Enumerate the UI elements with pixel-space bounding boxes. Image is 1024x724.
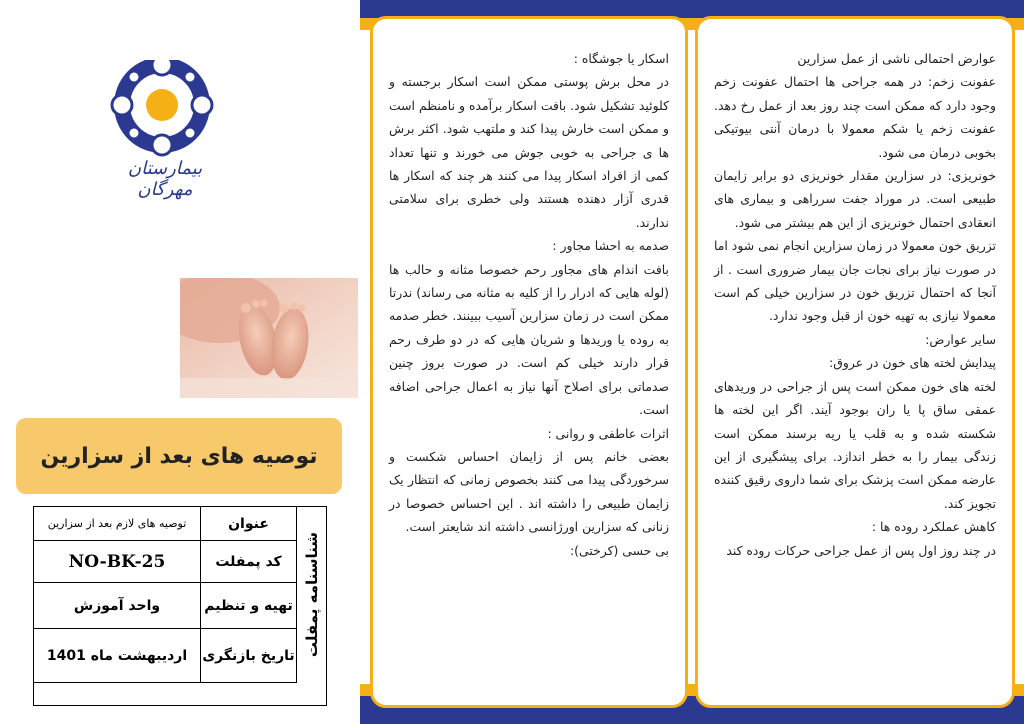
paragraph: خونریزی: در سزارین مقدار خونریزی دو برابر زایمان طبیعی است. در موراد جفت سرراهی و بیماری های انعقادی احتمال خونریزی از این هم بیشتر می شود.	[714, 168, 996, 230]
id-row-label: عنوان	[200, 507, 296, 540]
section-heading: عوارض احتمالی ناشی از عمل سزارین	[797, 51, 996, 66]
section-heading: اسکار یا جوشگاه :	[573, 51, 669, 66]
section-heading: اثرات عاطفی و روانی :	[547, 425, 669, 441]
section-heading: کاهش عملکرد روده ها :	[871, 519, 996, 535]
id-row-label: تاریخ بازنگری	[200, 629, 296, 682]
id-row-value: واحد آموزش	[73, 597, 161, 614]
id-row-label: تهیه و تنظیم	[200, 583, 296, 628]
right-panel	[695, 16, 1015, 708]
paragraph: بعضی خانم پس از زایمان احساس شکست و سرخوردگی پیدا می کنند بخصوص زمانی که انتظار یک زایمان طبیعی را داشته اند . این احساس خصوصا در زنانی که سزارین اورژانسی داشته اند شایعتر است.	[389, 448, 669, 535]
section-heading: پیدایش لخته های خون در عروق:	[829, 355, 996, 371]
paragraph: بافت اندام های مجاور رحم خصوصا مثانه و حالب ها (لوله هایی که ادرار را از کلیه به مثانه می رساند) ندرتا ممکن است در زمان سزارین آسیب ببینند. خطر صدمه به روده یا وریدها و شریان هایی که در دو طرف رحم قرار دارند خیلی کم است. در صورت بروز چنین صدماتی برای اصلاح آنها نیاز به اعمال جراحی اضافه است.	[389, 261, 669, 418]
baby-feet-photo	[180, 278, 358, 398]
id-table-header-text: شناسنامه پمفلت	[302, 532, 321, 658]
paragraph: عفونت زخم: در همه جراحی ها احتمال عفونت زخم وجود دارد که ممکن است چند روز بعد از عمل رخ دهد. عفونت زخم یا شکم معمولا با درمان آنتی بیوتیکی بخوبی درمان می شود.	[714, 74, 996, 160]
id-row-value: NO-BK-25	[68, 551, 166, 572]
paragraph: لخته های خون ممکن است پس از جراحی در وریدهای عمقی ساق پا یا ران بوجود آیند. اگر این لخته ها شکسته شده و به قلب یا ریه برسند ممکن است زندگی بیمار را به خطر اندازد. برای پیشگیری از این عارضه ممکن است پزشک برای شما داروی رقیق کننده تجویز کند.	[714, 378, 996, 511]
middle-panel	[370, 16, 688, 708]
logo-text: بیمارستان مهرگان	[127, 158, 203, 200]
id-row-label: کد پمفلت	[200, 541, 296, 582]
pamphlet-title: توصیه های بعد از سزارین	[16, 418, 342, 494]
paragraph: در چند روز اول پس از عمل جراحی حرکات روده کند	[726, 542, 996, 558]
id-row-author	[34, 583, 296, 629]
pamphlet-id-table	[33, 506, 327, 706]
id-row-revision	[34, 629, 296, 683]
id-row-value: توصیه های لازم بعد از سزارین	[47, 517, 187, 530]
paragraph: تزریق خون معمولا در زمان سزارین انجام نمی شود اما در صورت نیاز برای نجات جان بیمار ضروری است . از آنجا که احتمال تزریق خون در سزارین خیلی کم است معمولا نیازی به تهیه خون از قبل وجود ندارد.	[714, 238, 996, 324]
id-row-value: اردیبهشت ماه 1401	[46, 647, 188, 664]
section-heading: صدمه به احشا مجاور :	[552, 238, 669, 254]
section-heading: بی حسی (کرختی):	[570, 542, 669, 558]
id-row-title	[34, 507, 296, 541]
paragraph: در محل برش پوستی ممکن است اسکار برجسته و کلوئید تشکیل شود. بافت اسکار برآمده و نامنظم است و ممکن است خارش پیدا کند و ملتهب شود. اکثر برش ها ی جراحی به خوبی جوش می خورند و تنها تعداد کمی از افراد اسکار پیدا می کنند هر چند که اسکار ها قدری آزار دهنده هستند ولی خطری برای سلامتی ندارند.	[389, 74, 669, 230]
section-heading: سایر عوارض:	[925, 331, 996, 347]
id-row-code	[34, 541, 296, 583]
id-table-header	[296, 507, 326, 683]
top-band-cover	[0, 0, 360, 30]
